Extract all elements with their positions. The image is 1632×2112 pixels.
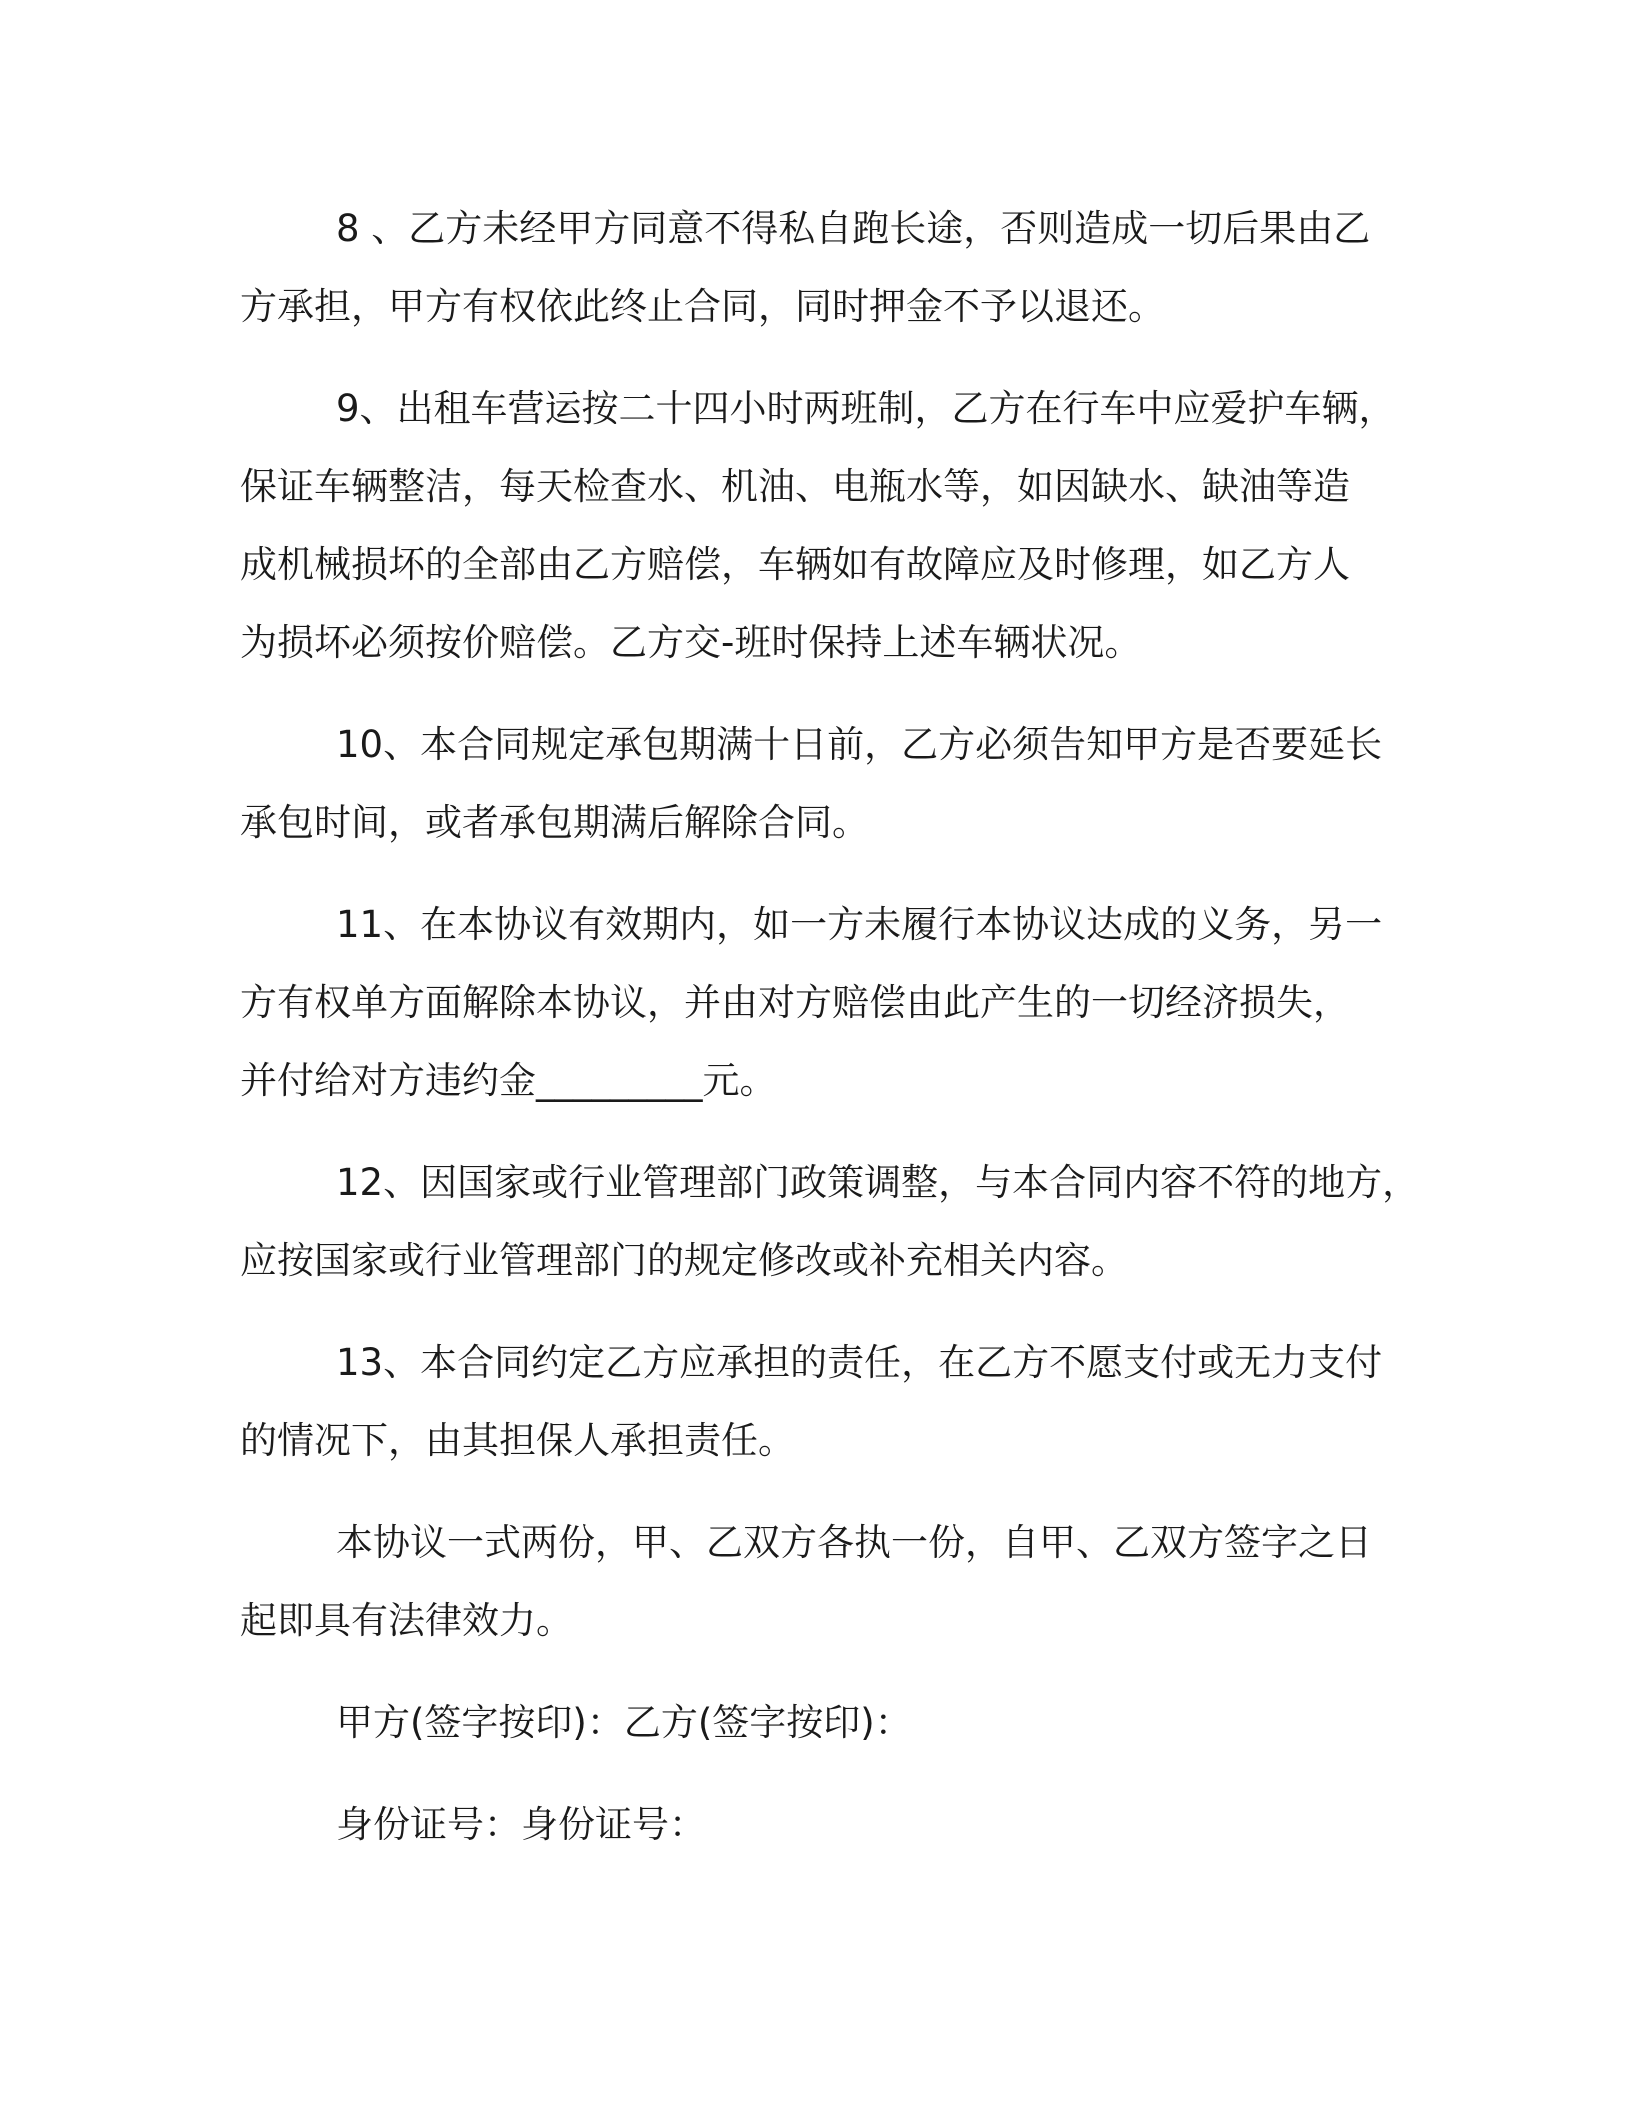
party-a-id-label: 身份证号： xyxy=(336,1803,521,1846)
clause-9 xyxy=(240,370,1410,682)
clause-8-line-2: 方承担，甲方有权依此终止合同，同时押金不予以退还。 xyxy=(240,285,1165,328)
signature-row xyxy=(240,1684,1410,1762)
party-b-signature-label: 乙方(签字按印)： xyxy=(623,1701,912,1744)
clause-8 xyxy=(240,190,1410,346)
clause-11 xyxy=(240,886,1410,1120)
id-number-row xyxy=(240,1786,1410,1864)
clause-12-line-2: 应按国家或行业管理部门的规定修改或补充相关内容。 xyxy=(240,1239,1128,1282)
clause-10-line-2: 承包时间，或者承包期满后解除合同。 xyxy=(240,801,869,844)
clause-10 xyxy=(240,706,1410,862)
clause-9-line-4: 为损坏必须按价赔偿。乙方交-班时保持上述车辆状况。 xyxy=(240,621,1142,664)
agreement-validity-line-1: 本协议一式两份，甲、乙双方各执一份，自甲、乙双方签字之日 xyxy=(336,1521,1372,1564)
party-a-signature-label: 甲方(签字按印)： xyxy=(336,1701,624,1744)
agreement-validity xyxy=(240,1504,1410,1660)
clause-12-line-1: 12、因国家或行业管理部门政策调整，与本合同内容不符的地方， xyxy=(336,1161,1420,1204)
clause-10-line-1: 10、本合同规定承包期满十日前，乙方必须告知甲方是否要延长 xyxy=(336,723,1383,766)
clause-8-line-1: 8 、乙方未经甲方同意不得私自跑长途，否则造成一切后果由乙 xyxy=(336,207,1371,250)
clause-13-line-2: 的情况下，由其担保人承担责任。 xyxy=(240,1419,795,1462)
clause-13-line-1: 13、本合同约定乙方应承担的责任，在乙方不愿支付或无力支付 xyxy=(336,1341,1383,1384)
clause-13 xyxy=(240,1324,1410,1480)
party-b-id-label: 身份证号： xyxy=(521,1803,706,1846)
agreement-validity-line-2: 起即具有法律效力。 xyxy=(240,1599,573,1642)
contract-page xyxy=(240,190,1420,1888)
clause-11-line-2: 方有权单方面解除本协议，并由对方赔偿由此产生的一切经济损失， xyxy=(240,981,1350,1024)
clause-9-line-3: 成机械损坏的全部由乙方赔偿，车辆如有故障应及时修理，如乙方人 xyxy=(240,543,1350,586)
clause-9-line-2: 保证车辆整洁，每天检查水、机油、电瓶水等，如因缺水、缺油等造 xyxy=(240,465,1350,508)
clause-12 xyxy=(240,1144,1420,1300)
clause-11-line-3: 并付给对方违约金_________元。 xyxy=(240,1059,777,1102)
clause-9-line-1: 9、出租车营运按二十四小时两班制，乙方在行车中应爱护车辆， xyxy=(336,387,1396,430)
clause-11-line-1: 11、在本协议有效期内，如一方未履行本协议达成的义务，另一 xyxy=(336,903,1383,946)
